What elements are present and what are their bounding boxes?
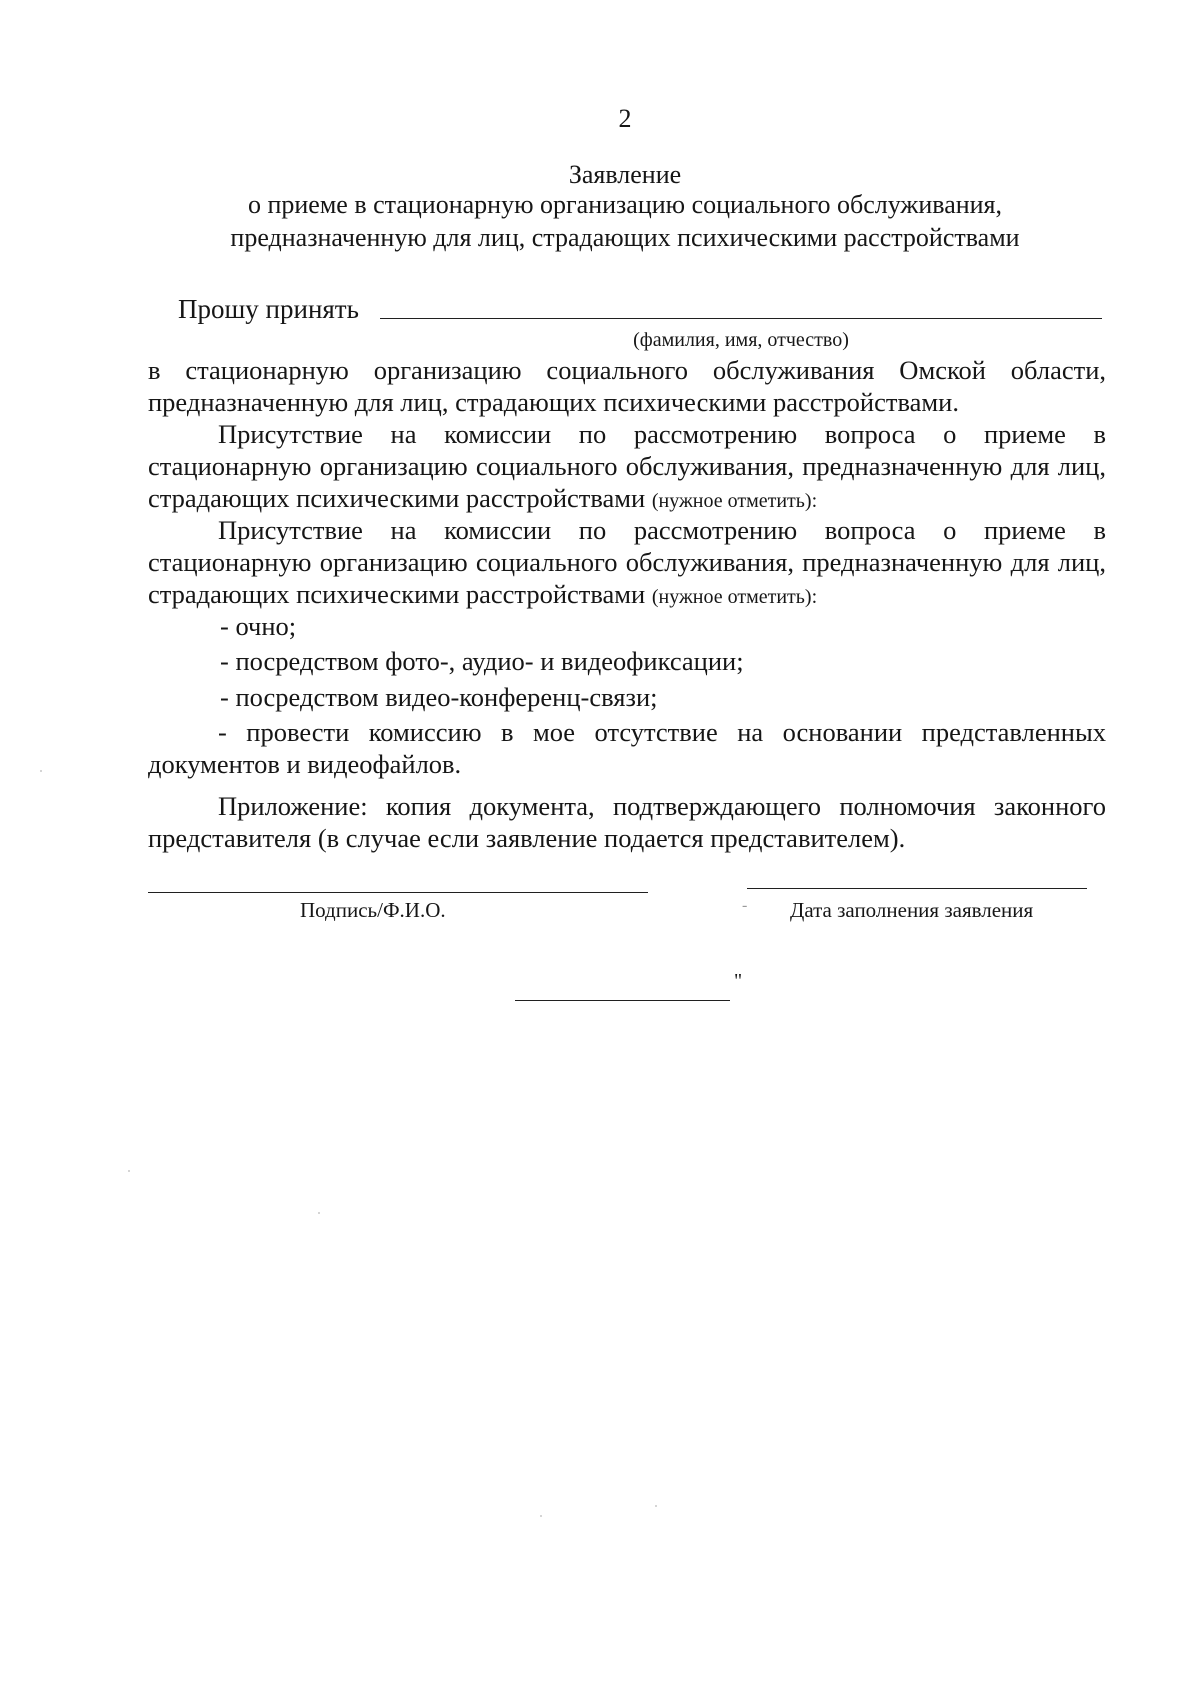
option-videoconference[interactable]: - посредством видео-конференц-связи; — [220, 682, 658, 712]
option-in-person[interactable]: - очно; — [220, 611, 297, 641]
name-fill-line[interactable] — [380, 318, 1102, 319]
date-caption: Дата заполнения заявления — [790, 898, 1034, 922]
document-subtitle-line-2: предназначенную для лиц, страдающих психическими расстройствами — [230, 223, 1020, 252]
scan-speck — [318, 1212, 320, 1214]
request-label: Прошу принять — [178, 294, 359, 324]
document-subtitle-line-1: о приеме в стационарную организацию социального обслуживания, — [247, 190, 1003, 219]
tick-mark: - — [742, 897, 748, 914]
presence-paragraph-2 — [148, 514, 1106, 613]
document-title: Заявление — [568, 160, 682, 189]
scan-speck — [540, 1515, 542, 1517]
option-in-absence[interactable]: - провести комиссию в мое отсутствие на основании представленных документов и видеофайлов. — [148, 717, 1106, 779]
scan-speck — [128, 1170, 130, 1172]
date-fill-line[interactable] — [747, 888, 1087, 889]
attachment-paragraph: Приложение: копия документа, подтверждающего полномочия законного представителя (в случае если заявление подается представителем). — [148, 791, 1106, 853]
institution-paragraph: в стационарную организацию социального обслуживания Омской области, предназначенную для лиц, страдающих психическими расстройствами. — [148, 355, 1106, 417]
signature-fill-line[interactable] — [148, 892, 648, 893]
scan-speck — [40, 770, 42, 772]
presence-paragraph-1 — [148, 418, 1106, 517]
bottom-fill-line[interactable] — [515, 1000, 730, 1001]
presence-text: Присутствие на комиссии по рассмотрению вопроса о приеме в стационарную организацию социального обслуживания, предназначенную для лиц, страдающих психическими расстройствами — [148, 419, 1106, 513]
name-caption: (фамилия, имя, отчество) — [633, 329, 849, 351]
signature-caption: Подпись/Ф.И.О. — [300, 898, 446, 922]
page-number: 2 — [618, 104, 632, 133]
presence-note: (нужное отметить): — [651, 490, 818, 512]
presence-note: (нужное отметить): — [651, 586, 818, 608]
option-photo-audio-video[interactable]: - посредством фото-, аудио- и видеофиксации; — [220, 646, 744, 676]
quote-mark: " — [734, 970, 743, 992]
scan-speck — [655, 1505, 657, 1507]
presence-text: Присутствие на комиссии по рассмотрению вопроса о приеме в стационарную организацию социального обслуживания, предназначенную для лиц, страдающих психическими расстройствами — [148, 515, 1106, 609]
